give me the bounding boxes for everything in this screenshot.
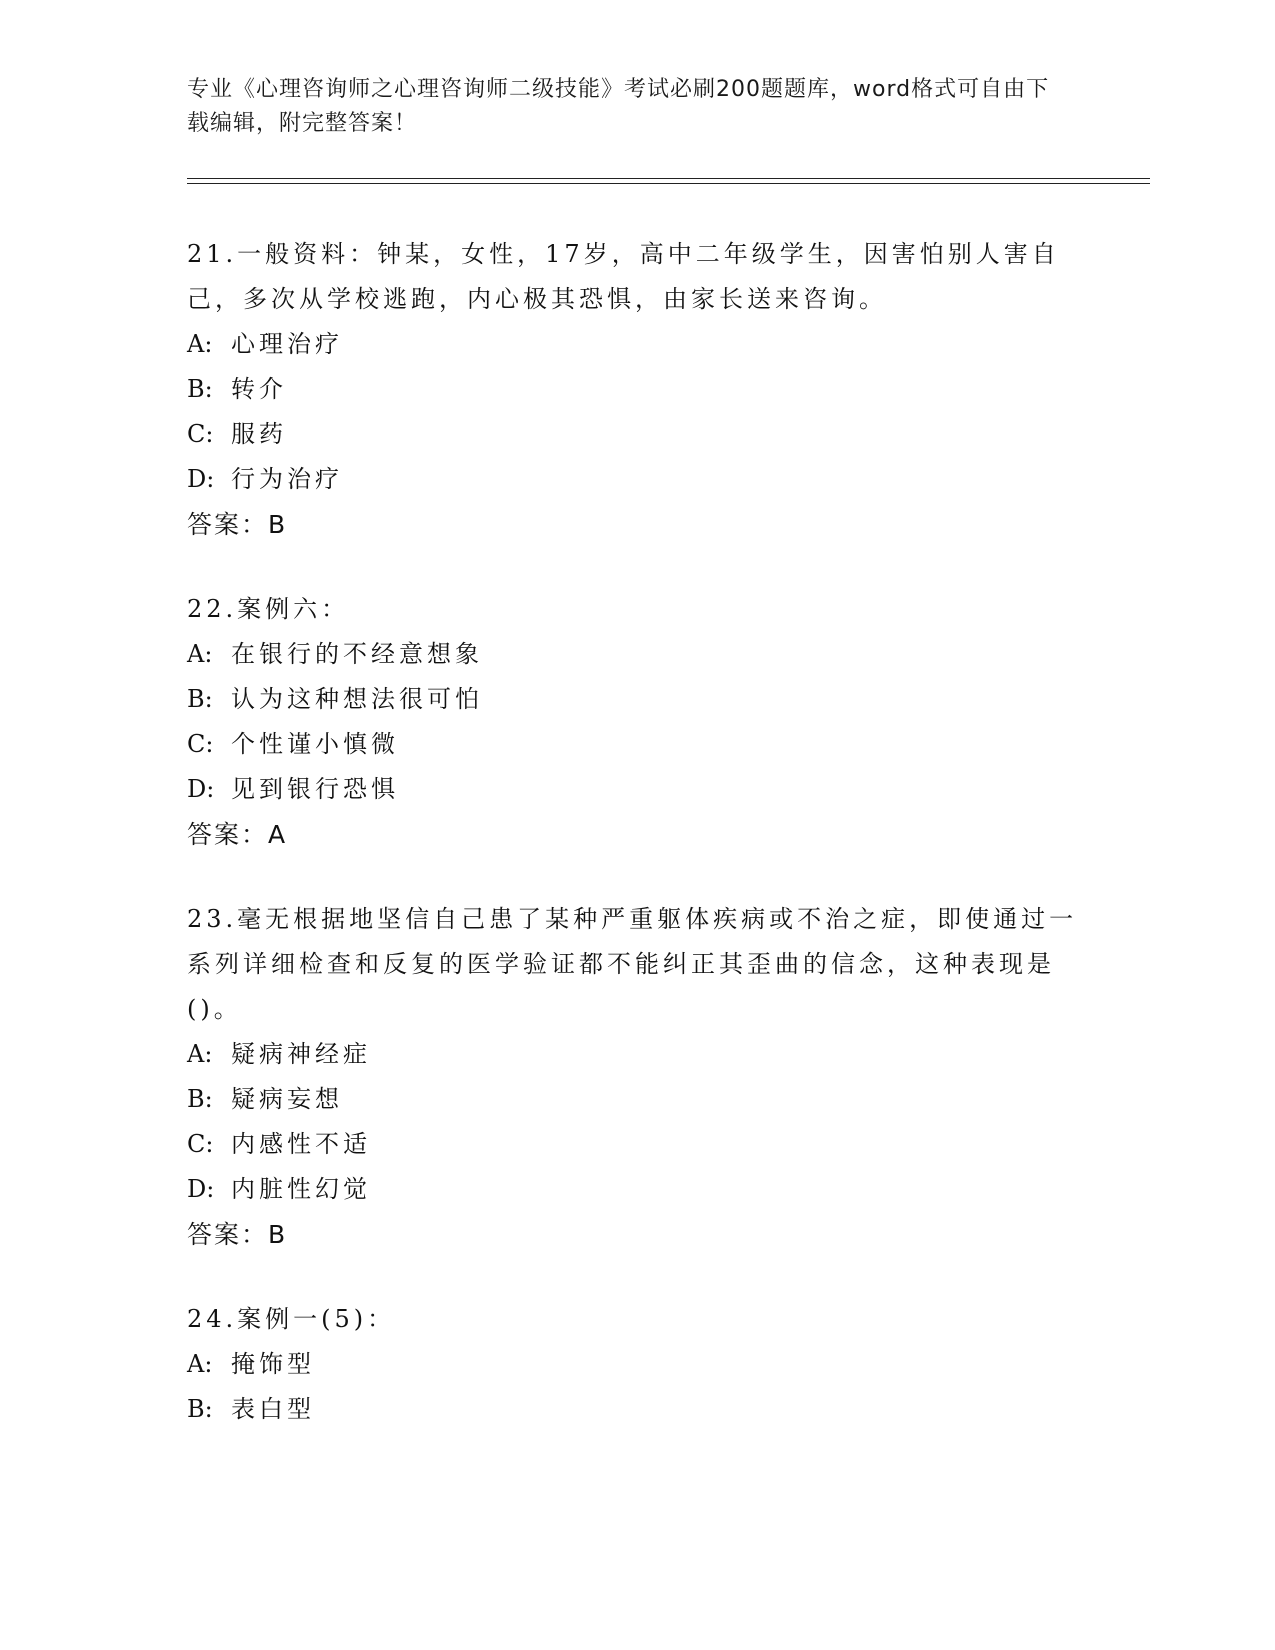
option-letter: A: [187,330,213,358]
question-stem: 23.毫无根据地坚信自己患了某种严重躯体疾病或不治之症，即使通过一系列详细检查和反复的医学验证都不能纠正其歪曲的信念，这种表现是()。 [187,905,1078,1023]
option-d [187,457,1087,502]
option-text: 表白型 [231,1395,315,1423]
option-text: 疑病妄想 [231,1085,343,1113]
option-c [187,722,1087,767]
question-stem: 21.一般资料：钟某，女性，17岁，高中二年级学生，因害怕别人害自己，多次从学校逃跑，内心极其恐惧，由家长送来咨询。 [187,240,1060,313]
answer-line: 答案：A [187,820,288,849]
question-23 [187,897,1087,1257]
option-letter: A: [187,640,213,668]
option-c [187,412,1087,457]
option-text: 转介 [231,375,287,403]
option-text: 内感性不适 [231,1130,371,1158]
option-letter: C: [187,1130,214,1158]
option-letter: B: [187,1085,213,1113]
option-a [187,322,1087,367]
option-b [187,677,1087,722]
option-text: 在银行的不经意想象 [231,640,483,668]
option-text: 掩饰型 [231,1350,315,1378]
option-letter: C: [187,730,214,758]
option-text: 疑病神经症 [231,1040,371,1068]
option-text: 认为这种想法很可怕 [231,685,483,713]
option-text: 见到银行恐惧 [231,775,399,803]
option-a [187,632,1087,677]
option-a [187,1342,1087,1387]
option-letter: D: [187,465,215,493]
answer-line: 答案：B [187,1220,288,1249]
question-list [187,232,1087,1472]
question-22 [187,587,1087,857]
option-text: 心理治疗 [231,330,343,358]
option-b [187,1077,1087,1122]
option-letter: B: [187,685,213,713]
option-b [187,1387,1087,1432]
question-24 [187,1297,1087,1432]
option-letter: C: [187,420,214,448]
question-stem: 22.案例六： [187,595,350,623]
option-d [187,1167,1087,1212]
option-text: 行为治疗 [231,465,343,493]
option-text: 内脏性幻觉 [231,1175,371,1203]
option-c [187,1122,1087,1167]
question-stem: 24.案例一(5)： [187,1305,396,1333]
question-21 [187,232,1087,547]
option-letter: B: [187,375,213,403]
option-letter: D: [187,775,215,803]
option-text: 个性谨小慎微 [231,730,399,758]
document-header: 专业《心理咨询师之心理咨询师二级技能》考试必刷200题题库，word格式可自由下载编辑，附完整答案！ [187,77,1050,136]
header-divider-bottom [187,183,1150,184]
option-a [187,1032,1087,1077]
option-b [187,367,1087,412]
option-letter: A: [187,1350,213,1378]
header-divider-top [187,178,1150,179]
option-letter: A: [187,1040,213,1068]
option-text: 服药 [231,420,287,448]
option-letter: D: [187,1175,215,1203]
answer-line: 答案：B [187,510,288,539]
option-letter: B: [187,1395,213,1423]
option-d [187,767,1087,812]
